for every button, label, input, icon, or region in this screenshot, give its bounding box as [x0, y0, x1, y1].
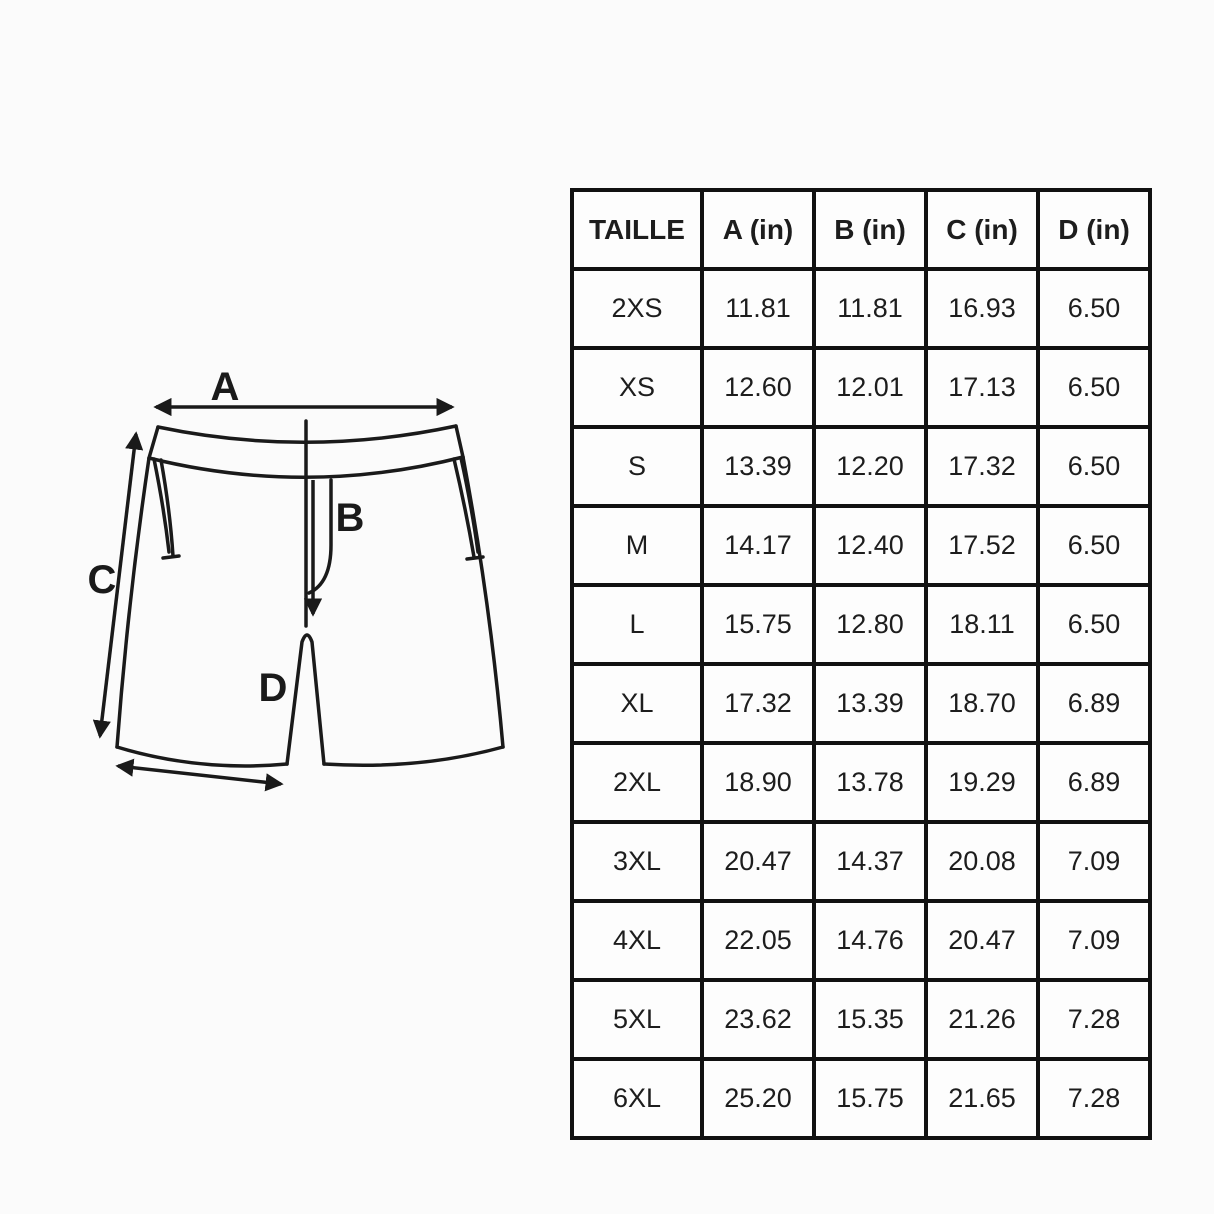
- dimension-labels: [88, 365, 365, 710]
- size-cell: 6XL: [572, 1059, 702, 1138]
- measurement-cell-b: 11.81: [814, 269, 926, 348]
- measurement-cell-b: 12.80: [814, 585, 926, 664]
- measurement-cell-c: 21.26: [926, 980, 1038, 1059]
- measurement-cell-b: 13.39: [814, 664, 926, 743]
- table-row: [572, 506, 1150, 585]
- left-pocket-tick: [163, 556, 179, 558]
- size-table-header: [572, 190, 1150, 269]
- size-cell: XL: [572, 664, 702, 743]
- size-cell: 3XL: [572, 822, 702, 901]
- measurement-cell-a: 22.05: [702, 901, 814, 980]
- measurement-cell-d: 7.09: [1038, 822, 1150, 901]
- measurement-cell-b: 12.01: [814, 348, 926, 427]
- measurement-cell-c: 19.29: [926, 743, 1038, 822]
- right-pocket-tick: [467, 557, 483, 559]
- size-cell: 2XL: [572, 743, 702, 822]
- shorts-outline: [117, 421, 503, 766]
- measurement-cell-a: 12.60: [702, 348, 814, 427]
- measurement-cell-c: 18.11: [926, 585, 1038, 664]
- measurement-cell-b: 15.35: [814, 980, 926, 1059]
- table-row: [572, 664, 1150, 743]
- measurement-cell-c: 17.52: [926, 506, 1038, 585]
- measurement-cell-b: 14.76: [814, 901, 926, 980]
- header-taille: TAILLE: [572, 190, 702, 269]
- measurement-cell-d: 7.28: [1038, 1059, 1150, 1138]
- measurement-cell-d: 6.50: [1038, 348, 1150, 427]
- measurement-cell-a: 20.47: [702, 822, 814, 901]
- measurement-cell-c: 17.32: [926, 427, 1038, 506]
- measurement-cell-d: 6.89: [1038, 664, 1150, 743]
- measurement-cell-a: 23.62: [702, 980, 814, 1059]
- waistband-left-cap: [149, 427, 158, 458]
- measurement-cell-d: 6.50: [1038, 585, 1150, 664]
- size-cell: 2XS: [572, 269, 702, 348]
- table-row: [572, 980, 1150, 1059]
- measurement-cell-c: 20.08: [926, 822, 1038, 901]
- label-b: B: [335, 496, 365, 540]
- measurement-cell-d: 7.09: [1038, 901, 1150, 980]
- measurement-cell-d: 6.50: [1038, 269, 1150, 348]
- label-d: D: [258, 666, 288, 710]
- measurement-cell-a: 25.20: [702, 1059, 814, 1138]
- header-c: C (in): [926, 190, 1038, 269]
- size-table: [570, 188, 1152, 1140]
- measurement-cell-c: 21.65: [926, 1059, 1038, 1138]
- size-cell: S: [572, 427, 702, 506]
- table-row: [572, 822, 1150, 901]
- size-cell: L: [572, 585, 702, 664]
- size-cell: XS: [572, 348, 702, 427]
- measurement-cell-d: 7.28: [1038, 980, 1150, 1059]
- measurement-cell-c: 16.93: [926, 269, 1038, 348]
- table-row: [572, 348, 1150, 427]
- measurement-cell-b: 14.37: [814, 822, 926, 901]
- inner-leg-seams: [287, 635, 324, 764]
- table-row: [572, 269, 1150, 348]
- measurement-cell-a: 14.17: [702, 506, 814, 585]
- measurement-cell-b: 12.40: [814, 506, 926, 585]
- measurement-cell-b: 13.78: [814, 743, 926, 822]
- measurement-cell-c: 20.47: [926, 901, 1038, 980]
- table-row: [572, 901, 1150, 980]
- measurement-cell-d: 6.50: [1038, 427, 1150, 506]
- measurement-cell-a: 13.39: [702, 427, 814, 506]
- size-cell: 4XL: [572, 901, 702, 980]
- measurement-cell-a: 17.32: [702, 664, 814, 743]
- header-row: [572, 190, 1150, 269]
- measurement-cell-d: 6.89: [1038, 743, 1150, 822]
- measurement-cell-d: 6.50: [1038, 506, 1150, 585]
- header-a: A (in): [702, 190, 814, 269]
- header-d: D (in): [1038, 190, 1150, 269]
- measurement-cell-a: 18.90: [702, 743, 814, 822]
- dimension-arrows: [100, 407, 452, 784]
- waistband-right-cap: [456, 426, 463, 457]
- right-leg-hem: [324, 747, 503, 765]
- label-c: C: [87, 558, 117, 602]
- measurement-cell-c: 18.70: [926, 664, 1038, 743]
- dimension-arrow-d: [118, 766, 281, 784]
- table-row: [572, 585, 1150, 664]
- size-cell: 5XL: [572, 980, 702, 1059]
- size-table-body: [572, 269, 1150, 1138]
- measurement-cell-a: 15.75: [702, 585, 814, 664]
- label-a: A: [210, 365, 240, 409]
- table-row: [572, 427, 1150, 506]
- size-cell: M: [572, 506, 702, 585]
- header-b: B (in): [814, 190, 926, 269]
- left-outer-seam: [117, 458, 149, 747]
- measurement-cell-a: 11.81: [702, 269, 814, 348]
- measurement-cell-b: 12.20: [814, 427, 926, 506]
- table-row: [572, 743, 1150, 822]
- table-row: [572, 1059, 1150, 1138]
- measurement-cell-b: 15.75: [814, 1059, 926, 1138]
- measurement-cell-c: 17.13: [926, 348, 1038, 427]
- left-leg-hem: [117, 747, 287, 766]
